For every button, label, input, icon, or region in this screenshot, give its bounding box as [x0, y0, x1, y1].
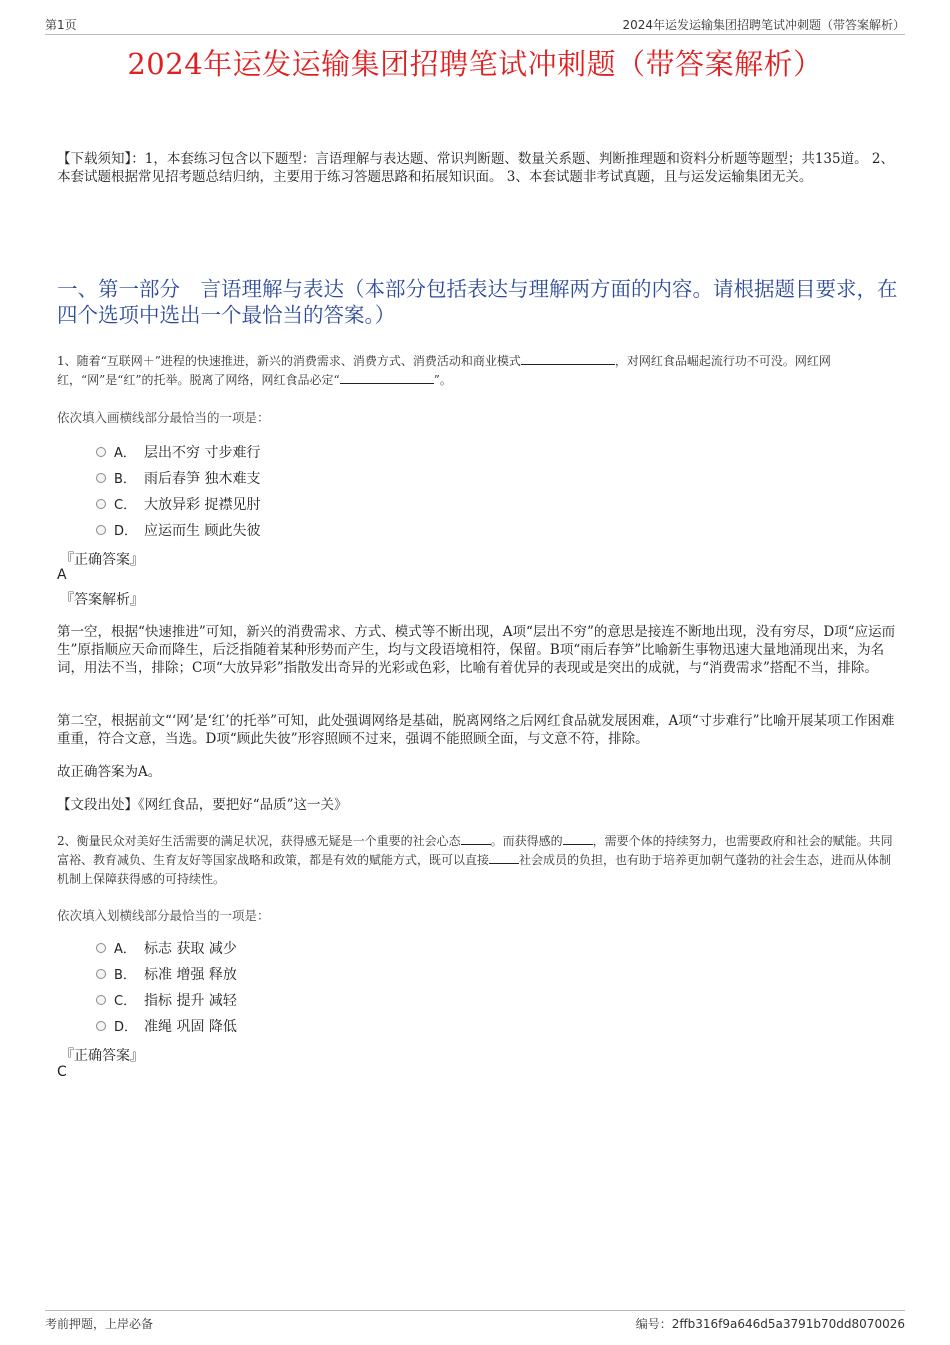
- page-header: [45, 14, 905, 35]
- radio-button-icon[interactable]: [96, 995, 106, 1005]
- page-number: 第1页: [45, 18, 77, 32]
- option-d[interactable]: D． 应运而生 顾此失彼: [96, 518, 260, 544]
- question-2-options: [96, 936, 237, 1040]
- document-title: 2024年运发运输集团招聘笔试冲刺题（带答案解析）: [127, 47, 823, 81]
- answer-blank: [563, 832, 593, 845]
- radio-button-icon[interactable]: [96, 943, 106, 953]
- correct-answer-label: 『正确答案』: [60, 1048, 144, 1064]
- radio-button-icon[interactable]: [96, 473, 106, 483]
- option-d[interactable]: D． 准绳 巩固 降低: [96, 1014, 237, 1040]
- correct-answer: C: [57, 1064, 67, 1080]
- radio-button-icon[interactable]: [96, 969, 106, 979]
- question-2-text: 2、衡量民众对美好生活需要的满足状况，获得感无疑是一个重要的社会心态 。而获得感的 ，需要个体的持续努力，也需要政府和社会的赋能。共同富裕、教育减负、生育友好等国家战略和政策，都是有效的赋能方式，既可以直接 社会成员的负担，也有助于培养更加朝气蓬勃的社会生态，进而从体制机制上保障获得感的可持续性。: [57, 834, 893, 886]
- radio-button-icon[interactable]: [96, 499, 106, 509]
- answer-blank: [340, 371, 434, 384]
- section-title: 一、第一部分 言语理解与表达（本部分包括表达与理解两方面的内容。请根据题目要求，在四个选项中选出一个最恰当的答案。）: [57, 277, 898, 327]
- source-citation: 【文段出处】《网红食品，要把好“品质”这一关》: [57, 797, 348, 813]
- option-a[interactable]: A． 层出不穷 寸步难行: [96, 440, 260, 466]
- answer-blank: [461, 832, 491, 845]
- answer-blank: [489, 851, 519, 864]
- question-2-prompt: 依次填入划横线部分最恰当的一项是：: [57, 908, 270, 923]
- page-footer: [45, 1310, 905, 1335]
- answer-blank: [521, 352, 615, 365]
- correct-answer-label: 『正确答案』: [60, 552, 144, 568]
- footer-slogan: 考前押题，上岸必备: [45, 1317, 154, 1331]
- question-1-prompt: 依次填入画横线部分最恰当的一项是：: [57, 410, 270, 425]
- question-1-text: 1、随着“互联网＋”进程的快速推进，新兴的消费需求、消费方式、消费活动和商业模式 ，对网红食品崛起流行功不可没。网红网红，“网”是“红”的托举。脱离了网络，网红食品必定“ ”。: [57, 354, 831, 387]
- option-c[interactable]: C． 大放异彩 捉襟见肘: [96, 492, 260, 518]
- header-doc-title: 2024年运发运输集团招聘笔试冲刺题（带答案解析）: [622, 18, 905, 32]
- analysis-conclusion: 故正确答案为A。: [57, 764, 162, 780]
- correct-answer: A: [57, 567, 67, 583]
- radio-button-icon[interactable]: [96, 447, 106, 457]
- footer-serial-number: 编号：2ffb316f9a646d5a3791b70dd8070026: [635, 1317, 905, 1331]
- analysis-label: 『答案解析』: [60, 592, 144, 608]
- radio-button-icon[interactable]: [96, 1021, 106, 1031]
- option-b[interactable]: B． 雨后春笋 独木难支: [96, 466, 260, 492]
- option-c[interactable]: C． 指标 提升 减轻: [96, 988, 237, 1014]
- analysis-paragraph-1: 第一空，根据“快速推进”可知，新兴的消费需求、方式、模式等不断出现，A项“层出不穷”的意思是接连不断地出现，没有穷尽，D项“应运而生”原指顺应天命而降生，后泛指随着某种形势而产生，均与文段语境相符，保留。B项“雨后春笋”比喻新生事物迅速大量地涌现出来，为名词，用法不当，排除；C项“大放异彩”指散发出奇异的光彩或色彩，比喻有着优异的表现或是突出的成就，与“消费需求”搭配不当，排除。: [57, 624, 896, 676]
- download-notice: 【下载须知】：1，本套练习包含以下题型：言语理解与表达题、常识判断题、数量关系题、判断推理题和资料分析题等题型；共135道。 2、本套试题根据常见招考题总结归纳，主要用于练习答题思路和拓展知识面。 3、本套试题非考试真题，且与运发运输集团无关。: [57, 151, 894, 185]
- option-b[interactable]: B． 标准 增强 释放: [96, 962, 237, 988]
- question-1-options: [96, 440, 260, 544]
- analysis-paragraph-2: 第二空，根据前文“‘网’是‘红’的托举”可知，此处强调网络是基础，脱离网络之后网红食品就发展困难，A项“寸步难行”比喻开展某项工作困难重重，符合文意，当选。D项“顾此失彼”形容照顾不过来，强调不能照顾全面，与文意不符，排除。: [57, 713, 895, 747]
- radio-button-icon[interactable]: [96, 525, 106, 535]
- option-a[interactable]: A． 标志 获取 减少: [96, 936, 237, 962]
